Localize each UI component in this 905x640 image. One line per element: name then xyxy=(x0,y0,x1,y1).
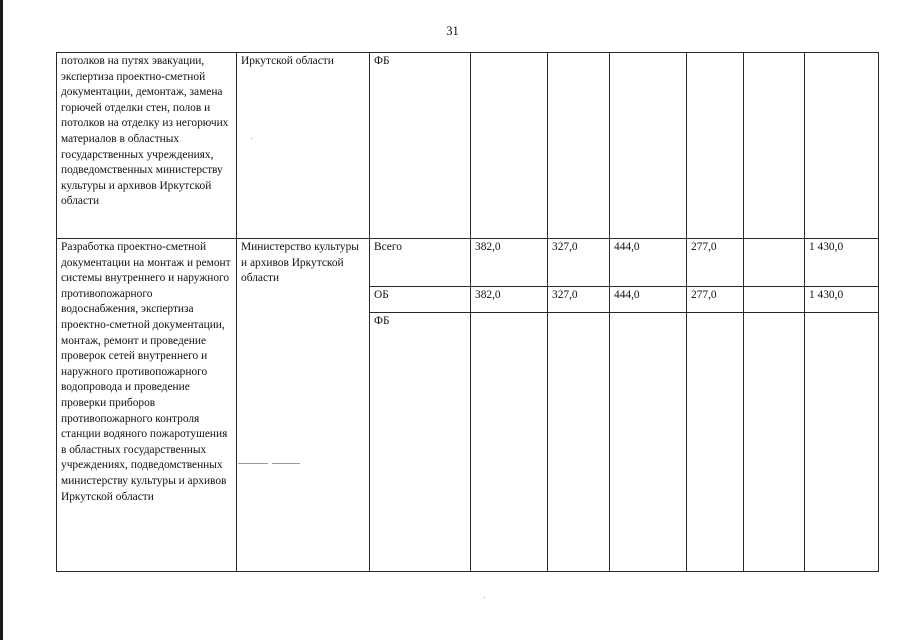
budget-table xyxy=(56,52,879,572)
amount-cell: 382,0 xyxy=(471,239,548,287)
total-amount-cell xyxy=(805,313,879,572)
amount-cell xyxy=(687,53,744,239)
total-amount-cell: 1 430,0 xyxy=(805,239,879,287)
amount-cell xyxy=(471,53,548,239)
amount-cell: 277,0 xyxy=(687,287,744,313)
amount-cell: 327,0 xyxy=(548,287,610,313)
amount-cell xyxy=(610,313,687,572)
scan-artifact xyxy=(251,138,252,139)
scan-artifact xyxy=(238,463,268,464)
scan-artifact xyxy=(272,463,300,464)
amount-cell: 277,0 xyxy=(687,239,744,287)
amount-cell: 327,0 xyxy=(548,239,610,287)
amount-cell: 382,0 xyxy=(471,287,548,313)
scan-left-edge xyxy=(0,0,3,640)
table-row xyxy=(57,53,879,239)
total-amount-cell xyxy=(805,53,879,239)
total-amount-cell: 1 430,0 xyxy=(805,287,879,313)
amount-cell xyxy=(687,313,744,572)
amount-cell xyxy=(471,313,548,572)
amount-cell xyxy=(744,239,805,287)
executor-cell: Министерство культуры и архивов Иркутской области xyxy=(237,239,370,572)
funding-source-cell: ОБ xyxy=(370,287,471,313)
amount-cell xyxy=(744,313,805,572)
funding-source-cell: ФБ xyxy=(370,53,471,239)
amount-cell xyxy=(610,53,687,239)
amount-cell xyxy=(744,53,805,239)
executor-cell: Иркутской области xyxy=(237,53,370,239)
event-description-cell: потолков на путях эвакуации, экспертиза проектно-сметной документации, демонтаж, замена горючей отделки стен, полов и потолков на отделку из негорючих материалов в областных государственных учреждениях, подведомственных министерству культуры и архивов Иркутской области xyxy=(57,53,237,239)
amount-cell xyxy=(548,313,610,572)
amount-cell xyxy=(744,287,805,313)
funding-source-cell: Всего xyxy=(370,239,471,287)
page-number: 31 xyxy=(446,24,459,38)
table-row xyxy=(57,239,879,287)
scan-artifact xyxy=(484,597,485,598)
event-description-cell: Разработка проектно-сметной документации на монтаж и ремонт системы внутреннего и наружного противопожарного водоснабжения, экспертиза проектно-сметной документации, монтаж, ремонт и проведение проверок сетей внутреннего и наружного противопожарного водопровода и проведение проверки приборов противопожарного контроля станции водяного пожаротушения в областных государственных учреждениях, подведомственных министерству культуры и архивов Иркутской области xyxy=(57,239,237,572)
funding-source-cell: ФБ xyxy=(370,313,471,572)
amount-cell: 444,0 xyxy=(610,287,687,313)
amount-cell: 444,0 xyxy=(610,239,687,287)
amount-cell xyxy=(548,53,610,239)
